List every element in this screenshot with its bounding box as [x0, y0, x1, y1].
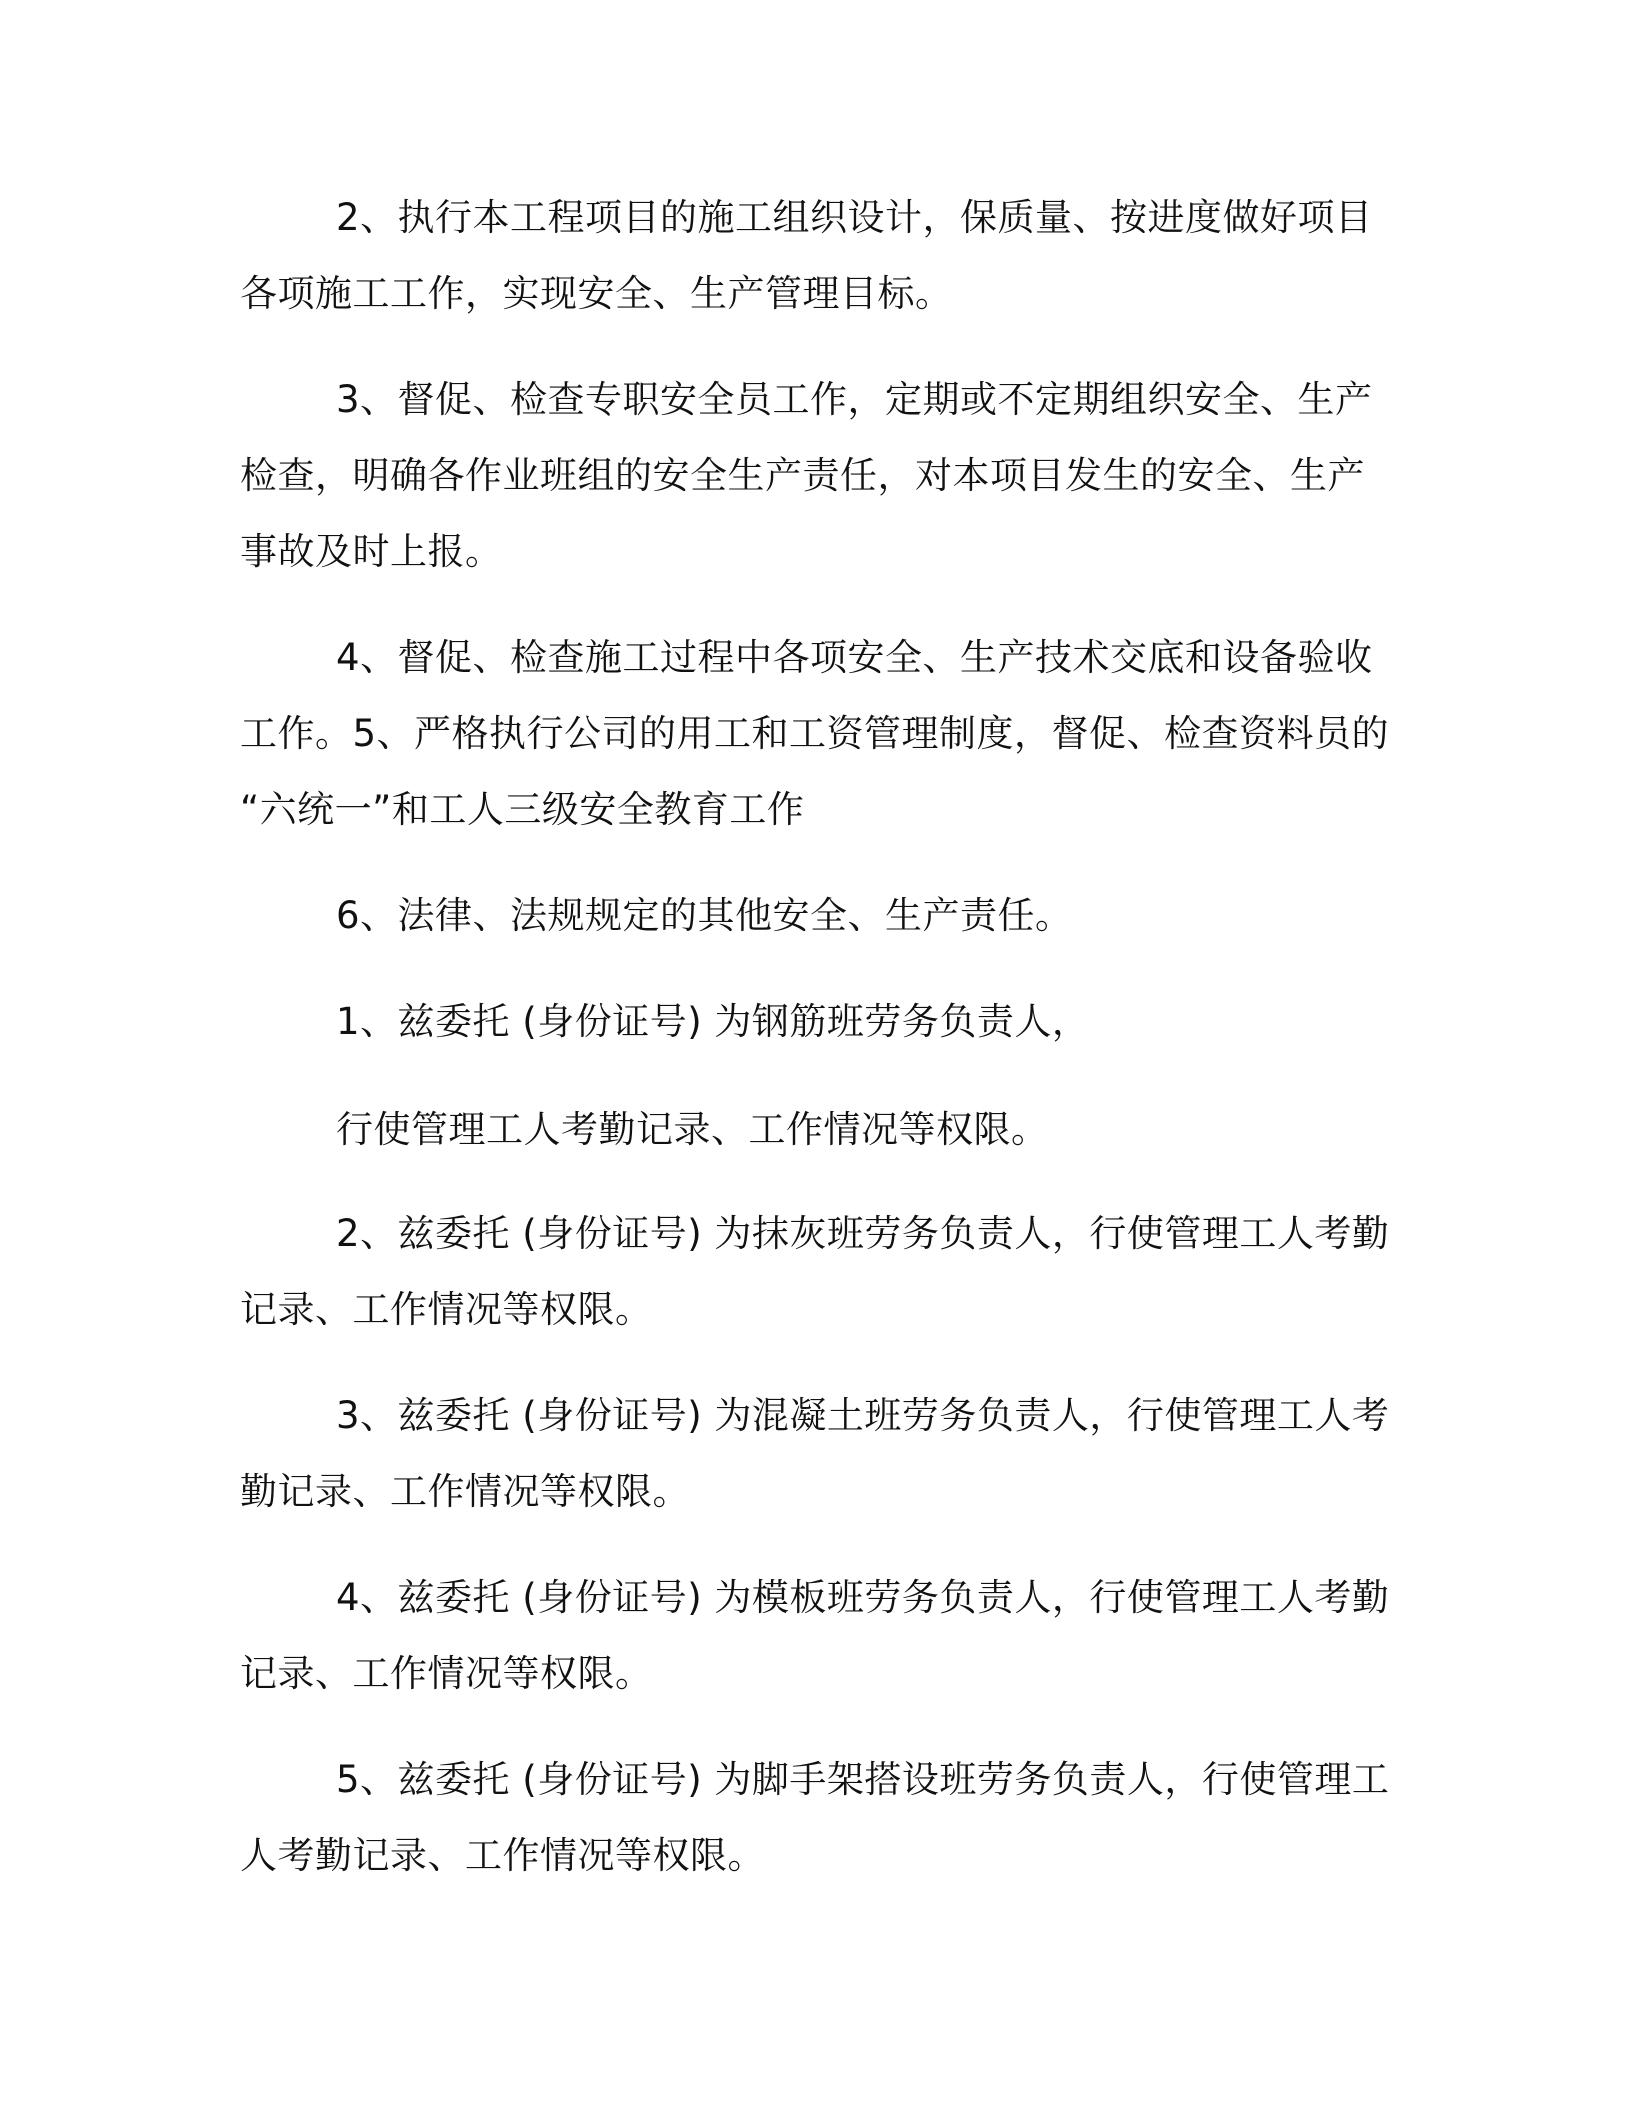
paragraph-2-duties: [240, 180, 1380, 332]
paragraph-line: 工作。5、严格执行公司的用工和工资管理制度，督促、检查资料员的: [240, 712, 1390, 755]
paragraph-delegation-1: [240, 984, 1380, 1060]
paragraph-line: 勤记录、工作情况等权限。: [240, 1470, 690, 1513]
paragraph-line: 事故及时上报。: [240, 530, 503, 573]
paragraph-delegation-1-cont: [240, 1092, 1380, 1168]
paragraph-delegation-5: [240, 1742, 1390, 1894]
paragraph-line: 人考勤记录、工作情况等权限。: [240, 1834, 765, 1877]
paragraph-4-5-duties: [240, 620, 1390, 848]
paragraph-delegation-4: [240, 1560, 1390, 1712]
paragraph-line: 2、执行本工程项目的施工组织设计，保质量、按进度做好项目: [336, 196, 1373, 239]
paragraph-line: 各项施工工作，实现安全、生产管理目标。: [240, 272, 953, 315]
paragraph-line: “六统一”和工人三级安全教育工作: [240, 788, 805, 831]
paragraph-delegation-3: [240, 1378, 1390, 1530]
paragraph-line: 4、督促、检查施工过程中各项安全、生产技术交底和设备验收: [336, 636, 1373, 679]
paragraph-6-duties: [240, 878, 1380, 954]
paragraph-line: 记录、工作情况等权限。: [240, 1288, 653, 1331]
paragraph-line: 2、兹委托 (身份证号) 为抹灰班劳务负责人，行使管理工人考勤: [336, 1212, 1390, 1255]
paragraph-3-duties: [240, 362, 1380, 590]
paragraph-line: 5、兹委托 (身份证号) 为脚手架搭设班劳务负责人，行使管理工: [336, 1758, 1390, 1801]
paragraph-line: 记录、工作情况等权限。: [240, 1652, 653, 1695]
paragraph-delegation-2: [240, 1196, 1390, 1348]
paragraph-line: 3、督促、检查专职安全员工作，定期或不定期组织安全、生产: [336, 378, 1373, 421]
paragraph-line: 行使管理工人考勤记录、工作情况等权限。: [336, 1108, 1049, 1151]
paragraph-line: 4、兹委托 (身份证号) 为模板班劳务负责人，行使管理工人考勤: [336, 1576, 1390, 1619]
paragraph-line: 检查，明确各作业班组的安全生产责任，对本项目发生的安全、生产: [240, 454, 1365, 497]
paragraph-line: 3、兹委托 (身份证号) 为混凝土班劳务负责人，行使管理工人考: [336, 1394, 1390, 1437]
paragraph-line: 6、法律、法规规定的其他安全、生产责任。: [336, 894, 1073, 937]
paragraph-line: 1、兹委托 (身份证号) 为钢筋班劳务负责人，: [336, 1000, 1090, 1043]
